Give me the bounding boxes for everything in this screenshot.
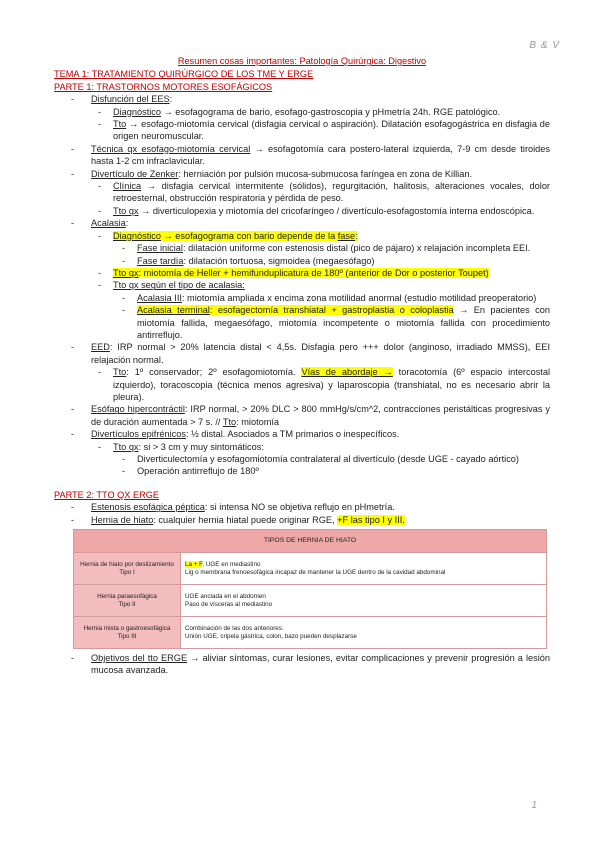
fase-tardia [137,255,550,267]
zenker-label: Divertículo de Zenker [91,168,179,179]
hernia-types-table [73,529,547,649]
eed-tto [113,366,550,403]
acalasia-item: - Acalasia: - Diagnóstico → esofagograma con bario depende de la fase: - Fase inicial: dilatación uniforme con estenosis distal (pico de pájaro) x relajación incompleta EEI. - Fase tardía: dilatación tortuosa, sigmoidea (megaesófago) - Tto qx: miotomía de Heller + hemifunduplicatura de 180º (anterior de Dor o posterior Toupet) - Tto qx según el tipo de acalasia: - Acalasia III: miotomía ampliada x encima zona motilidad anormal (estudio motilidad preoperatorio) - Acalasia terminal: esofagectomía transhiatal + gastroplastia o coloplastia → En pacientes con miotomía fallida, megaesófago, miotomía incompetente o miotomía fallida con procedimiento antirreflujo. [91,217,550,341]
table-row [74,585,547,617]
zenker-tto-label: Tto qx [113,205,139,216]
document-page [54,55,550,677]
estenosis-text: : si intensa NO se objetiva reflujo en pHmetría. [204,502,395,513]
epifrenicos-opt2: - Operación antirreflujo de 180º [137,465,550,477]
hernia-text: : cualquier hernia hiatal puede originar RGE, [153,514,338,525]
eed-item [91,341,550,403]
acalasia-tipos-label: Tto qx según el tipo de acalasia: [113,280,245,291]
hernia-label: Hernia de hiato [91,514,154,525]
acalasia-iii-label: Acalasia III [137,292,182,303]
epifrenicos-item [91,428,550,478]
hiper-tto-label: Tto [222,416,237,427]
acalasia-tto [113,267,550,279]
hernia-desc-highlight: La + F [185,560,203,568]
ees-diag-label: Diagnóstico [113,106,162,117]
estenosis-item [91,501,550,513]
acalasia-iii [137,292,550,304]
hiper-tto-text: : miotomía [236,416,280,427]
epifrenicos-label: Divertículos epifrénicos [91,429,186,440]
hernia-desc-line2: Lig o membrana frenoesofágica incapaz de mantener la UGE dentro de la cavidad abdominal [185,568,446,576]
eed-tto-label: Tto [113,367,127,378]
parte-2-list-cont [91,652,550,677]
parte-2-list [91,501,550,526]
hiper-text: : IRP normal, > 20% DLC > 800 mmHg/s/cm^2, contracciones peristálticas progresivas y de duración aumentada > 7 s. // [91,404,550,427]
hernia-desc-cell [181,585,547,617]
hernia-desc-line1: . UGE en mediastino [202,560,261,568]
table-header: TIPOS DE HERNIA DE HIATO [74,530,547,553]
table-header-row [74,530,547,553]
hernia-highlight: +F las tipo I y III. [337,514,405,525]
acalasia-terminal-text: → En pacientes con miotomía fallida, megaesófago, miotomía incompetente o miotomía fallida con procedimiento antirreflujo. [137,305,550,340]
hernia-desc-cell [181,617,547,649]
zenker-clinica-label: Clínica [113,181,142,192]
ees-tto-text: → esofago-miotomía cervical (disfagia cervical o aspiración). Dilatación esofagogástrica en disfagia de origen neuromuscular. [113,119,550,142]
objetivos-text: → aliviar síntomas, curar lesiones, evitar complicaciones y prevenir progresión a lesión mucosa avanzada. [91,653,550,676]
ees-tto [113,118,550,143]
zenker-tto-text: → diverticulopexia y miotomía del cricofaríngeo / divertículo-esofagostomía interna endoscópica. [138,205,535,216]
epifrenicos-tto [113,441,550,478]
hernia-desc-cell [181,553,547,585]
ees-label: Disfunción del EES [91,94,170,105]
zenker-text: : herniación por pulsión mucosa-submucosa faríngea en zona de Killian. [178,168,472,179]
hernia-desc-line1: UGE anclada en el abdomen [185,592,266,600]
hernia-item [91,514,550,526]
acalasia-diag-label: Diagnóstico [113,230,162,241]
table-row [74,553,547,585]
acalasia-label: Acalasia [91,218,126,229]
epifrenicos-tto-text: : si > 3 cm y muy sintomáticos: [138,441,264,452]
hiper-label: Esófago hipercontráctil [91,404,185,415]
hernia-type-cell: Hernia paraesofágica Tipo II [74,585,181,617]
parte-2-heading: PARTE 2: TTO QX ERGE [54,489,160,500]
zenker-clinica-text: → disfagia cervical intermitente (sólidos), regurgitación, halitosis, alteraciones vocales, dolor retroesternal, obstrucción respiratoria y pérdida de peso. [113,181,550,204]
tema-1-heading: TEMA 1: TRATAMIENTO QUIRÚRGICO DE LOS TME Y ERGE [54,69,314,80]
document-title: Resumen cosas importantes: Patología Quirúrgica: Digestivo [177,56,427,66]
table-row [74,617,547,649]
acalasia-terminal-highlight: : esofagectomía transhiatal + gastroplastia o coloplastia [209,305,454,316]
ees-item: - Disfunción del EES: - Diagnóstico → esofagograma de bario, esofago-gastroscopia y pHmetría 24h. RGE patológico. - Tto → esofago-miotomía cervical (disfagia cervical o aspiración). Dilatación esofagogástrica en disfagia de origen neuromuscular. [91,93,550,143]
estenosis-label: Estenosis esofágica péptica [91,502,205,513]
fase-tardia-text: : dilatación tortuosa, sigmoidea (megaesófago) [183,255,375,266]
objetivos-label: Objetivos del tto ERGE [91,653,188,664]
eed-tto-text-b: toracotomía (6º espacio intercostal izquierdo), toracoscopia (técnica menos agresiva) y laparoscopia (transhiatal, no es necesario abrir la pleura). [113,367,550,402]
epifrenicos-text: : ½ distal. Asociados a TM primarios o inespecíficos. [185,429,400,440]
tecnica-item [91,143,550,168]
fase-tardia-label: Fase tardía [137,255,184,266]
ees-tto-label: Tto [113,119,127,130]
eed-tto-text-a: : 1º conservador; 2º esofagomiotomía. [126,367,302,378]
acalasia-diag-fase: fase [337,230,356,241]
eed-text: : IRP normal > 20% latencia distal < 4,5s. Disfagia pero +++ dolor (anginoso, irradiado MMSS), EEI relajación normal. [91,342,550,365]
fase-inicial [137,242,550,254]
zenker-tto [113,205,550,217]
ees-diag-text: → esofagograma de bario, esofago-gastroscopia y pHmetría 24h. RGE patológico. [161,106,501,117]
epifrenicos-tto-label: Tto qx [113,441,139,452]
acalasia-terminal [137,304,550,341]
eed-tto-highlight: Vías de abordaje → [301,367,393,378]
parte-1-heading: PARTE 1: TRASTORNOS MOTORES ESOFÁGICOS [54,81,273,92]
fase-inicial-label: Fase inicial [137,243,183,254]
eed-label: EED [91,342,110,353]
hernia-type-cell: Hernia de hiato por deslizamiento Tipo I [74,553,181,585]
parte-1-list [91,93,550,478]
acalasia-diagnostico: - Diagnóstico → esofagograma con bario depende de la fase: - Fase inicial: dilatación uniforme con estenosis distal (pico de pájaro) x relajación incompleta EEI. - Fase tardía: dilatación tortuosa, sigmoidea (megaesófago) [113,230,550,267]
hernia-type-cell: Hernia mixta o gastroesofágica Tipo III [74,617,181,649]
hernia-desc-line2: Paso de vísceras al mediastino [185,600,273,608]
acalasia-diag-text: → esofagograma con bario depende de la [161,230,338,241]
acalasia-iii-text: : miotomía ampliada x encima zona motilidad anormal (estudio motilidad preoperatorio) [181,292,537,303]
ees-diagnostico [113,106,550,118]
zenker-clinica [113,180,550,205]
objetivos-item [91,652,550,677]
hernia-desc-line2: Unión UGE, cripela gástrica, colon, bazo pueden desplazarse [185,632,357,640]
epifrenicos-opt1: - Diverticulectomía y esofagomiotomía contralateral al divertículo (desde UGE - cayado aórtico) [137,453,550,465]
tecnica-label: Técnica qx esofago-miotomía cervical [91,143,251,154]
fase-inicial-text: : dilatación uniforme con estenosis distal (pico de pájaro) x relajación incompleta EEI. [182,243,531,254]
tecnica-text: → esofagotomía cara postero-lateral izquierda, 7-9 cm desde tiroides hasta 1-2 cm infraclavicular. [91,143,550,167]
acalasia-tipos [113,279,550,341]
acalasia-tto-text: : miotomía de Heller + hemifunduplicatura de 180º (anterior de Dor o posterior Toupet) [138,267,489,278]
acalasia-tto-label: Tto qx [113,267,139,278]
hipercontractil-item [91,403,550,428]
hernia-desc-line1: Combinación de las dos anteriores: [185,624,284,632]
acalasia-terminal-label: Acalasia terminal [137,305,210,316]
header-initials: B & V [529,40,560,51]
zenker-item [91,168,550,218]
page-number: 1 [531,800,537,811]
